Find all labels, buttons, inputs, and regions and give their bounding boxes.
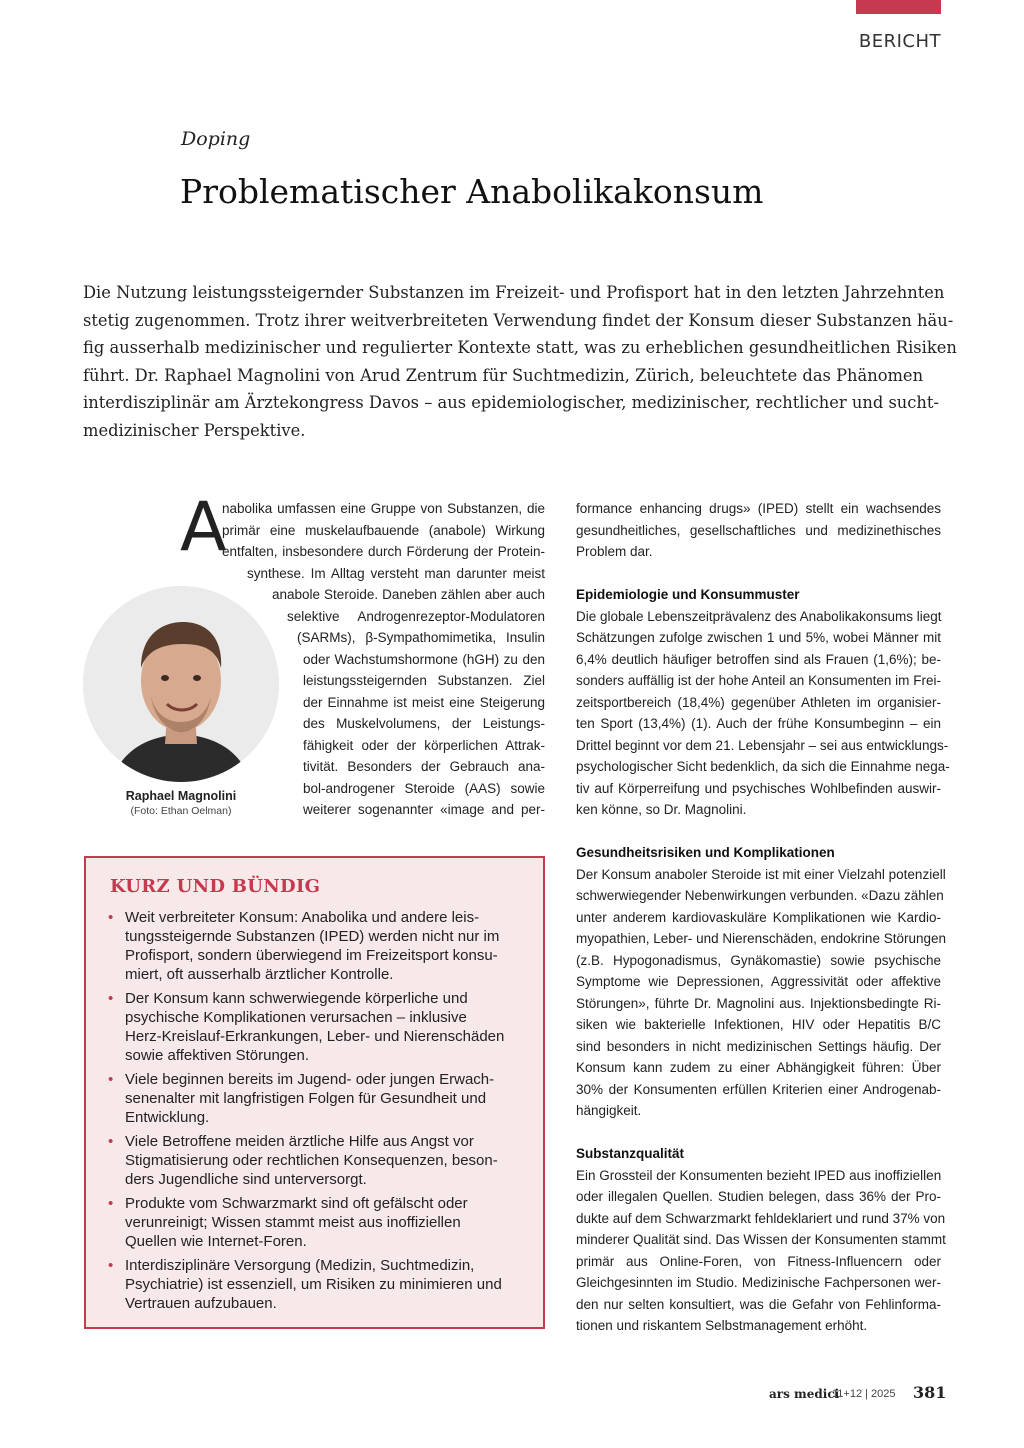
- summary-line: Quellen wie Internet-Foren.: [125, 1233, 307, 1250]
- lead-line: stetig zugenommen. Trotz ihrer weitverbreiteten Verwendung findet der Konsum dieser Substanzen häu-: [83, 310, 954, 330]
- summary-line: Interdisziplinäre Versorgung (Medizin, Suchtmedizin,: [125, 1257, 475, 1274]
- body-line: 6,4% deutlich häufiger betroffen sind als Frauen (1,6%); be-: [576, 651, 941, 667]
- summary-box: [84, 856, 545, 1329]
- body-line: sind besonders in nicht medizinischen Settings häufig. Der: [576, 1038, 941, 1054]
- bullet-icon: •: [108, 909, 114, 926]
- body-line: tionen und riskantem Selbstmanagement erhöht.: [576, 1318, 868, 1333]
- page-number: 381: [913, 1383, 947, 1402]
- summary-line: sowie affektiven Störungen.: [125, 1047, 310, 1064]
- section-heading: Epidemiologie und Konsummuster: [576, 587, 800, 602]
- summary-line: Profisport, sondern überwiegend im Freizeitsport konsu-: [125, 947, 498, 964]
- photo-caption-credit: (Foto: Ethan Oelman): [130, 805, 232, 817]
- bullet-icon: •: [108, 1195, 114, 1212]
- body-line: dukte auf dem Schwarzmarkt fehldeklariert und rund 37% von: [576, 1210, 946, 1226]
- body-line: anabole Steroide. Daneben zählen aber auch: [272, 587, 545, 602]
- body-line: entfalten, insbesondere durch Förderung der Protein-: [222, 544, 545, 559]
- body-line: Konsum kann zudem zu einer Abhängigkeit führen: Über: [576, 1060, 941, 1075]
- body-line: Symptome wie Depressionen, Aggressivität oder affektive: [576, 974, 941, 989]
- lead-line: fig ausserhalb medizinischer und regulierter Kontexte statt, was zu erheblichen gesundheitlichen Risiken: [83, 338, 957, 357]
- body-line: psychologischer Sicht bedenklich, da sich die Einnahme nega-: [576, 759, 950, 774]
- lead-line: interdisziplinär am Ärztekongress Davos – aus epidemiologischer, medizinischer, rechtlicher und sucht-: [83, 393, 939, 412]
- body-line: Problem dar.: [576, 544, 653, 559]
- body-line: schwerwiegender Nebenwirkungen verbunden. «Dazu zählen: [576, 888, 944, 903]
- summary-item: [108, 989, 528, 1065]
- summary-list: [108, 908, 528, 1318]
- body-line: primär eine muskelaufbauende (anabole) Wirkung: [222, 522, 545, 538]
- body-line: Der Konsum anaboler Steroide ist mit einer Vielzahl potenziell: [576, 866, 946, 882]
- summary-line: Entwicklung.: [125, 1109, 210, 1126]
- section-accent-bar: [856, 0, 941, 14]
- body-line: Schätzungen zufolge zwischen 1 und 5%, wobei Männer mit: [576, 630, 941, 645]
- body-line: ken könne, so Dr. Magnolini.: [576, 802, 747, 817]
- portrait-illustration: [83, 586, 279, 782]
- body-line: gesundheitliches, gesellschaftliches und medizinethisches: [576, 522, 941, 538]
- summary-line: Weit verbreiteter Konsum: Anabolika und andere leis-: [125, 909, 480, 926]
- body-line: 30% der Konsumenten erfüllen Kriterien einer Androgenab-: [576, 1081, 941, 1097]
- footer-issue: 11+12 | 2025: [832, 1388, 896, 1400]
- summary-line: ders Jugendliche sind unterversorgt.: [125, 1171, 367, 1188]
- bullet-icon: •: [108, 990, 114, 1007]
- lead-line: medizinischer Perspektive.: [83, 420, 306, 440]
- section-label: BERICHT: [858, 31, 941, 52]
- bullet-icon: •: [108, 1133, 114, 1150]
- body-line: nabolika umfassen eine Gruppe von Substanzen, die: [222, 501, 545, 516]
- summary-line: Herz-Kreislauf-Erkrankungen, Leber- und Nierenschäden: [125, 1028, 505, 1045]
- body-line: Gleichgesinnten im Studio. Medizinische Fachpersonen wer-: [576, 1275, 941, 1290]
- body-line: weiterer sogenannter «image and per-: [303, 802, 545, 817]
- body-line: hängigkeit.: [576, 1103, 642, 1118]
- body-line: synthese. Im Alltag versteht man darunter meist: [247, 565, 545, 581]
- body-line: sonders auffällig ist der hohe Anteil an Konsumenten im Frei-: [576, 673, 941, 688]
- summary-item: [108, 1132, 528, 1189]
- body-line: Drittel beginnt vor dem 21. Lebensjahr – sei aus entwicklungs-: [576, 737, 949, 753]
- photo-caption-name: Raphael Magnolini: [125, 789, 237, 803]
- body-line: des Muskelvolumens, der Leistungs-: [303, 716, 545, 731]
- body-line: oder illegalen Quellen. Studien belegen, dass 36% der Pro-: [576, 1189, 941, 1204]
- body-line: Ein Grossteil der Konsumenten bezieht IPED aus inoffiziellen: [576, 1167, 942, 1183]
- body-line: zeitsportbereich (18,4%) gegenüber Athleten im organisier-: [576, 694, 941, 710]
- summary-line: Viele beginnen bereits im Jugend- oder jungen Erwach-: [125, 1071, 495, 1088]
- footer-journal: ars medici: [769, 1387, 840, 1401]
- body-line: minderer Qualität sind. Das Wissen der Konsumenten stammt: [576, 1232, 946, 1247]
- summary-line: Produkte vom Schwarzmarkt sind oft gefälscht oder: [125, 1195, 468, 1212]
- body-line: Die globale Lebenszeitprävalenz des Anabolikakonsums liegt: [576, 608, 942, 624]
- body-line: leistungssteigernden Substanzen. Ziel: [303, 673, 545, 688]
- lead-line: Die Nutzung leistungssteigernder Substanzen im Freizeit- und Profisport hat in den letzten Jahrzehnten: [83, 283, 945, 302]
- summary-title: KURZ UND BÜNDIG: [110, 876, 321, 897]
- body-line: tivität. Besonders der Gebrauch ana-: [303, 759, 545, 774]
- body-line: (z.B. Hypogonadismus, Gynäkomastie) sowie psychische: [576, 952, 941, 968]
- body-line: primär aus Online-Foren, von Fitness-Influencern oder: [576, 1253, 941, 1269]
- article-lead: [83, 279, 957, 444]
- bullet-icon: •: [108, 1257, 114, 1274]
- body-line: oder Wachstumshormone (hGH) zu den: [303, 651, 545, 667]
- summary-line: psychische Komplikationen verursachen – inklusive: [125, 1009, 467, 1026]
- author-portrait: [83, 586, 279, 782]
- body-line: selektive Androgenrezeptor-Modulatoren: [287, 608, 545, 624]
- body-line: fähigkeit oder der körperlichen Attrak-: [303, 737, 545, 753]
- body-line: der Einnahme ist meist eine Steigerung: [303, 694, 545, 710]
- summary-item: [108, 1194, 528, 1251]
- drop-cap: A: [180, 488, 227, 567]
- summary-item: [108, 908, 528, 984]
- summary-line: Vertrauen aufzubauen.: [125, 1295, 277, 1312]
- summary-line: Psychiatrie) ist essenziell, um Risiken zu minimieren und: [125, 1276, 502, 1293]
- body-line: tiv auf Körperreifung und psychisches Wohlbefinden auswir-: [576, 780, 941, 796]
- summary-line: tungssteigernde Substanzen (IPED) werden nicht nur im: [125, 928, 500, 945]
- body-line: ten Sport (13,4%) (1). Auch der frühe Konsumbeginn – ein: [576, 716, 941, 731]
- lead-line: führt. Dr. Raphael Magnolini von Arud Zentrum für Suchtmedizin, Zürich, beleuchtete das Phänomen: [83, 365, 924, 385]
- body-line: myopathien, Leber- und Nierenschäden, endokrine Störungen: [576, 931, 946, 946]
- summary-line: senenalter mit langfristigen Folgen für Gesundheit und: [125, 1090, 487, 1107]
- summary-item: [108, 1070, 528, 1127]
- section-heading: Gesundheitsrisiken und Komplikationen: [576, 845, 835, 860]
- summary-item: [108, 1256, 528, 1313]
- article-kicker: Doping: [181, 128, 251, 150]
- body-line: bol-androgener Steroide (AAS) sowie: [303, 780, 545, 796]
- bullet-icon: •: [108, 1071, 114, 1088]
- section-heading: Substanzqualität: [576, 1146, 685, 1161]
- body-line: Störungen», führte Dr. Magnolini aus. Injektionsbedingte Ri-: [576, 995, 941, 1011]
- summary-line: verunreinigt; Wissen stammt meist aus inoffiziellen: [125, 1214, 461, 1231]
- page-title: Problematischer Anabolikakonsum: [180, 172, 764, 211]
- summary-line: Viele Betroffene meiden ärztliche Hilfe aus Angst vor: [125, 1133, 474, 1150]
- body-line: siken wie bakterielle Infektionen, HIV oder Hepatitis B/C: [576, 1017, 941, 1032]
- body-line: formance enhancing drugs» (IPED) stellt ein wachsendes: [576, 501, 941, 516]
- summary-line: Der Konsum kann schwerwiegende körperliche und: [125, 990, 468, 1007]
- summary-line: Stigmatisierung oder rechtlichen Konsequenzen, beson-: [125, 1152, 498, 1169]
- body-line: den nur selten konsultiert, was die Gefahr von Fehlinforma-: [576, 1296, 941, 1312]
- summary-line: miert, oft ausserhalb ärztlicher Kontrolle.: [125, 966, 394, 983]
- body-line: (SARMs), β-Sympathomimetika, Insulin: [297, 630, 545, 645]
- body-line: unter anderem kardiovaskuläre Komplikationen wie Kardio-: [576, 909, 941, 925]
